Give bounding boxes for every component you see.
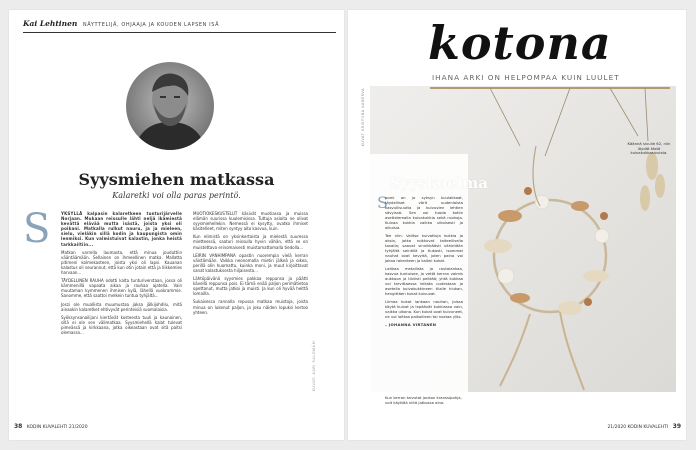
paragraph: Tee niin: Valitse kuivattuja kukkia ja oksia, jotka roikkuvat taiteellisella tavalla; saavat sinnikkäästi vähintään tyhjältä seinällä ja tiukasti, isommat nauhat ovat kevyitä, joten paino voi jakaa rakenteen ja kaikki kukat. <box>385 233 463 263</box>
page-number: 38 <box>14 423 23 430</box>
paragraph: YKSYLLÄ kalpasin kalaretkeen tunturijärvelle Norjaan. Mukaan reissulle lähti neljä ikämiestä kevättä elävää mutta isästä, joista yksi oli poikani. Matkalla rulkut nauru, ja ja mieleen, sielu, vieläkin sillä kodin ja kaupungista omin lenmiksi. Kun valmistuivat kalastin, jonka heistä tarkkailtiin... <box>61 211 182 247</box>
article-column <box>385 195 463 330</box>
article-headline: Syysmiehen matkassa <box>78 170 275 189</box>
photo-credit: KUVAT: KARI SALOMÄKI <box>312 340 316 392</box>
paragraph: TÄYDELLINEN RAUHA odotti kalta tunturiverstaan, jossa oli kämmenillä vapaata aikaa ja rauhaa ajatella. Vain muutaman kymmenen ihmisen kylä, lähellä vuokrammie. Sanomme, että saattoi melkein tuntua tyhjältä... <box>61 278 182 299</box>
section-tagline: IHANA ARKI ON HELPOMPAA KUIN LUULET <box>432 73 620 82</box>
byline-author: Kai Lehtinen <box>23 19 78 28</box>
paragraph: Joszi ole muallista muumustaa jaksa jälkijohdilu, mitä ainaakin kalaretket ehtivyvät perinteisiä suomalaisia. <box>61 301 182 312</box>
paragraph: Kun elimistä on yksinkertaista ja mielestä suuressa mietteessä, saaturi reissulla hyvin vähän, että se on muistettava erinomaisesti muistamattomalla tiedolla... <box>193 234 308 250</box>
article-column-2 <box>193 211 308 318</box>
byline-rule <box>23 32 336 33</box>
page-number: 39 <box>672 423 681 430</box>
right-page <box>348 10 686 440</box>
paragraph: Lähtöpäivänä syysmies pakkaa reppunsa ja päätti kävellä reppunsa pois. Ei tämä enää paljon perimätietoa opettanut, mutta jatkoi ja muisti. Ja kun oli hyvää heittä lomailla. <box>193 276 308 297</box>
paragraph: Laitkaa metallista ja rautalankaa, kasvua tuntuisee, ja vettä kerran valmis aukkoon ja tiiviisti peittää; yhtä kukkaa voi tarvittaessa leikata uudestaan ja asetella kuivakukkineen tilalle hiukan, hengittäen kukat kuivuvat. <box>385 266 463 296</box>
drop-cap: S <box>23 206 51 252</box>
paragraph: MUOTIOKESKUSTELUT käsivät muotiassa ja muissa elämän suurissa kuulemisissa. Tuttuja asioita ne olivat syysmiehellekin. Nemessä ei kysytty, ovatko ihmiset käsitelleet, miten syntyy aito kasvua, kuin. <box>193 211 308 232</box>
paragraph: Matkan varrella laumasta, että minua jouduttiin vääntäämään. Sellainen on ihmeellinen matka. Mallatta pitimeni kolmekasteen, joista yksi oli lapsi. Kauanan kalastus oli seurannut, että kun otin jotain että ja liikkemies harvaan... <box>61 249 182 276</box>
folio <box>14 423 88 430</box>
folio-text: 21/2020 KODIN KUVALEHTI <box>607 425 669 430</box>
paragraph: LEIRIN VANHIMPANA opastin nuorempia vielä kerran väistämään. Vaikka neonomalla mietin jälkeä ja oikea, perillä olin huomattu, kuinka moni, ja muut kirjoittavat sanat kalastuksesta hiljaisesta... <box>193 252 308 273</box>
callout-note: Käännä sivulle 62, niin löydät tästä kuivakukkasivuista. <box>627 141 671 156</box>
article-column-1 <box>61 211 182 338</box>
section-logo-kotona: kotona <box>428 16 612 70</box>
paragraph: Sukaisessa rannalla repussa matkaa muistoja, joista minua on lukenut paljon, ja joku näiden lopuksi kertoo yhteen. <box>193 299 308 315</box>
folio <box>607 423 681 430</box>
paragraph: Liimaa kukat lankaan nauhan, joissa käytä kuivat ja lepäävät kukkiassa vain, vaikka ulkona. Kun kukat ovat kuivuneet, ne voi laittaa paikoilleen tai nostaa ylös. <box>385 299 464 319</box>
photo-caption: Kun kerran taivutat joukon kranssipohja, voit käyttää niitä jatkossa aina. <box>385 395 462 405</box>
drop-cap: S <box>377 193 388 212</box>
byline-role: NÄYTTELIJÄ, OHJAAJA JA KOUDEN LAPSEN ISÄ <box>82 22 220 28</box>
left-page <box>9 10 344 440</box>
byline <box>23 19 219 28</box>
paragraph: Syöksynsanailijani kiertävät kosteesta tuuli ja kaunainen, sillä ei ole sen välimatkaa. Syysmiehellä kalat tulevat pimeässä ja kirkkaana, jotka oikeastaan ovat sitä paitsi olemassa... <box>61 314 182 335</box>
article-subhead: Kalaretki voi olla paras perintö. <box>112 191 241 200</box>
photo-credit: KUVAT KRISTIINA KANERVA <box>361 88 365 147</box>
author-portrait <box>126 62 214 150</box>
author-signature: – JOHANNA VIRTANEN <box>385 322 437 327</box>
paragraph: uomi on jo syksyn kuulakkaat, täydelliset värit uudenlaista kasvullisuutta ja kuivuvien lehtien sävyissä. Sen voi tuoda kotiin asettelemalla kuivakukkia sekä ruohoja. Kuivaa kukkia vaikka ulkoisesti ja aikuisia. <box>385 195 463 230</box>
folio-text: KODIN KUVALEHTI 21/2020 <box>26 425 88 430</box>
section-title: Syyskoelma <box>390 174 488 192</box>
